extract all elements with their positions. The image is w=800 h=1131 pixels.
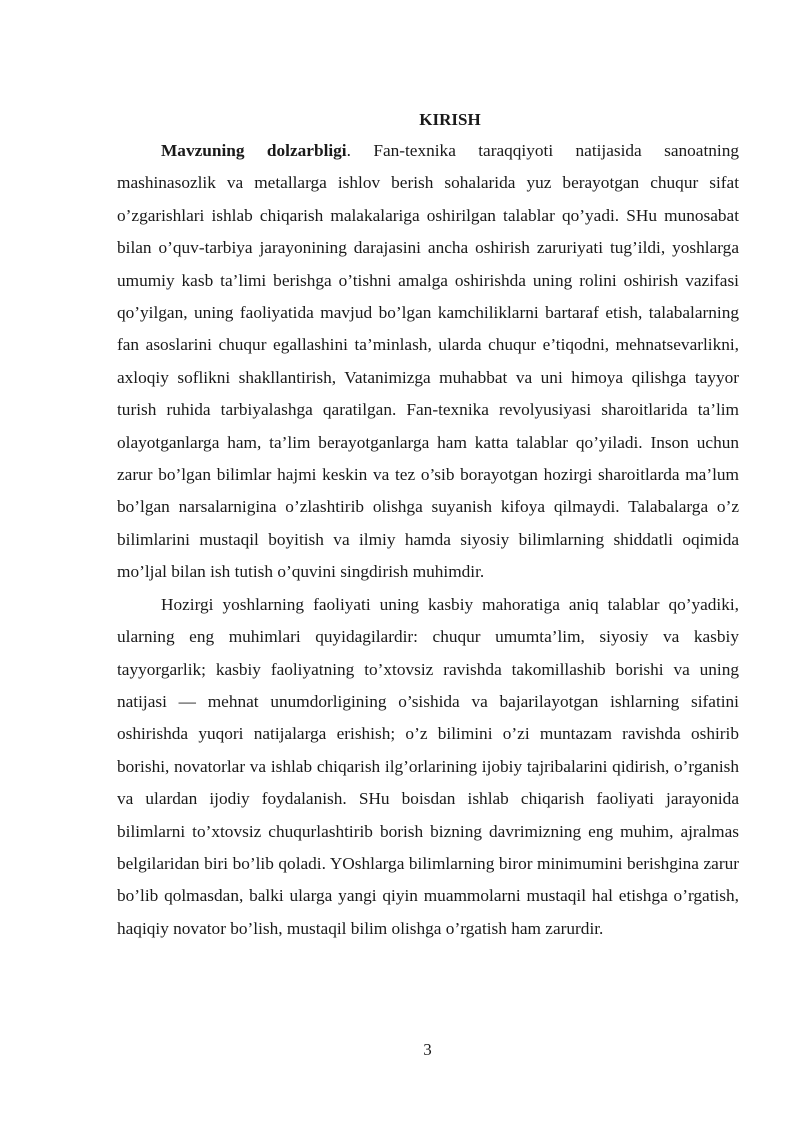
- paragraph-body: Hozirgi yoshlarning faoliyati uning kasbiy mahoratiga aniq talablar qo’yadiki, ularning eng muhimlari quyidagilardir: chuqur umumta’lim, siyosiy va kasbiy tayyorgarlik; kasbiy faoliyatning to’xtovsiz ravishda takomillashib borishi va uning natijasi — mehnat unumdorligining o’sishida va bajarilayotgan ishlarning sifatini oshirishda yuqori natijalarga erishish; o’z bilimini o’zi muntazam ravishda oshirib borishi, novatorlar va ishlab chiqarish ilg’orlarining ijobiy tajribalarini qidirish, o’rganish va ulardan ijodiy foydalanish. SHu boisdan ishlab chiqarish faoliyati jarayonida bilimlarni to’xtovsiz chuqurlashtirib borish bizning davrimizning eng muhim, ajralmas belgilaridan biri bo’lib qoladi. YOshlarga bilimlarning biror minimumini berishgina zarur bo’lib qolmasdan, balki ularga yangi qiyin muammolarni mustaqil hal etishga o’rgatish, haqiqiy novator bo’lish, mustaqil bilim olishga o’rgatish ham zarurdir.: [117, 594, 739, 938]
- paragraph-lead-heading: Mavzuning dolzarbligi: [161, 141, 347, 160]
- section-title: KIRISH: [419, 110, 481, 129]
- paragraph-body: . Fan-texnika taraqqiyoti natijasida sanoatning mashinasozlik va metallarga ishlov berish sohalarida yuz berayotgan chuqur sifat o’zgarishlari ishlab chiqarish malakalariga oshirilgan talablar qo’yadi. SHu munosabat bilan o’quv-tarbiya jarayonining darajasini ancha oshirish zaruriyati tug’ildi, yoshlarga umumiy kasb ta’limi berishga o’tishni amalga oshirishda uning rolini oshirish vazifasi qo’yilgan, uning faoliyatida mavjud bo’lgan kamchiliklarni bartaraf etish, talabalarning fan asoslarini chuqur egallashini ta’minlash, ularda chuqur e’tiqodni, mehnatsevarlikni, axloqiy soflikni shakllantirish, Vatanimizga muhabbat va uni himoya qilishga tayyor turish ruhida tarbiyalashga qaratilgan. Fan-texnika revolyusiyasi sharoitlarida ta’lim olayotganlarga ham, ta’lim berayotganlarga ham katta talablar qo’yiladi. Inson uchun zarur bo’lgan bilimlar hajmi keskin va tez o’sib borayotgan hozirgi sharoitlarda ma’lum bo’lgan narsalarnigina o’zlashtirib olishga suyanish kifoya qilmaydi. Talabalarga o’z bilimlarini mustaqil boyitish va ilmiy hamda siyosiy bilimlarning shiddatli oqimida mo’ljal bilan ish tutish o’quvini singdirish muhimdir.: [117, 141, 739, 582]
- document-page: [117, 108, 739, 945]
- paragraph-relevance: [117, 135, 739, 589]
- page-number: 3: [423, 1040, 432, 1059]
- paragraph-requirements: [117, 589, 739, 945]
